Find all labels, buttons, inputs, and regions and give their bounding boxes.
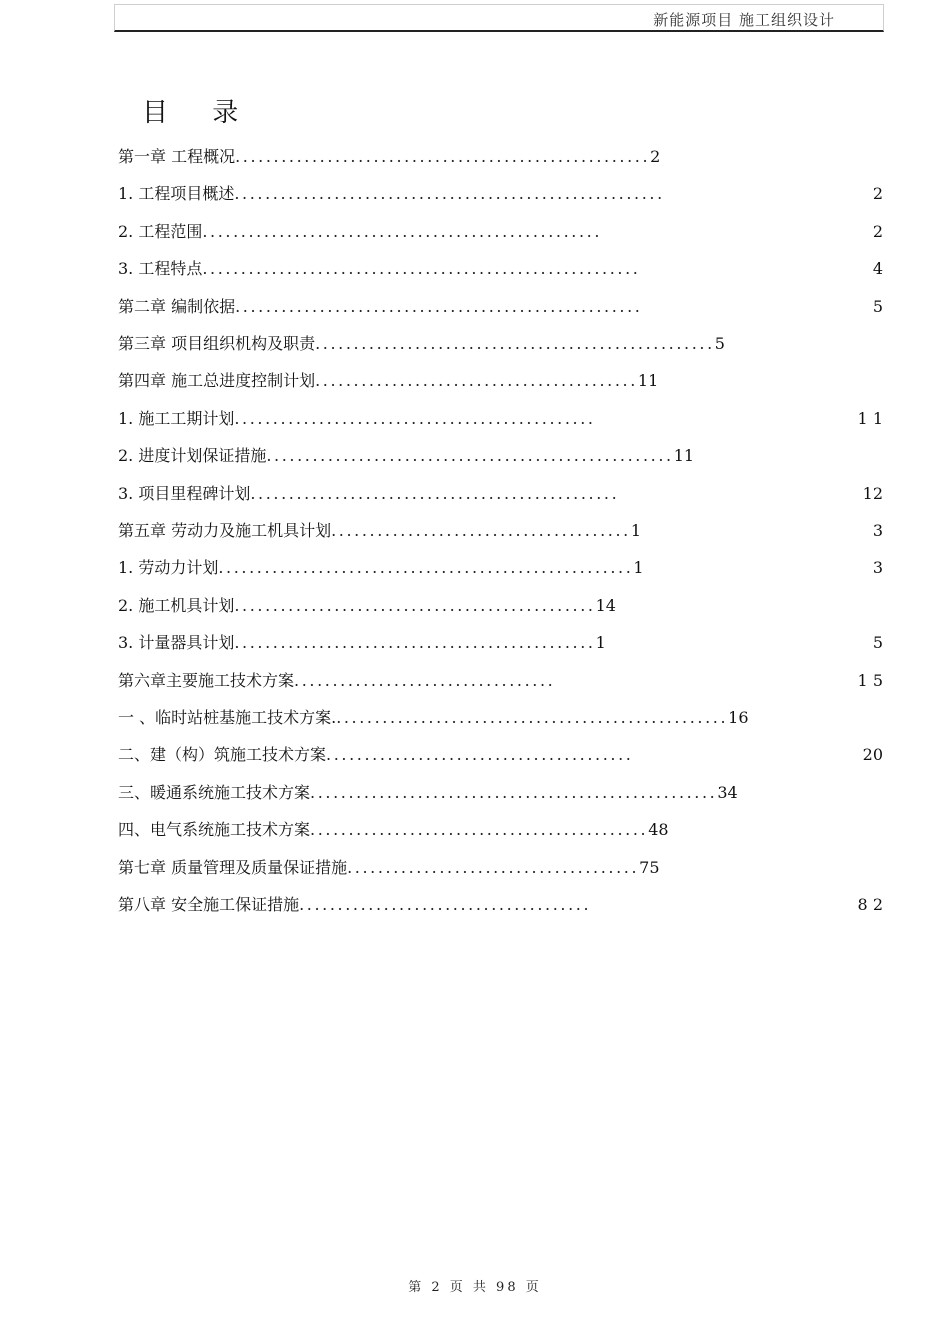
toc-entry-label: 第一章 工程概况 xyxy=(118,147,236,166)
toc-entry-page-right: 3 xyxy=(872,558,883,578)
toc-entry-page: 1 xyxy=(630,521,642,540)
toc-entry-label: 第七章 质量管理及质量保证措施 xyxy=(118,857,348,877)
toc-entry-page-right: 8 2 xyxy=(857,895,883,914)
toc-entry-leader: ......................................................... xyxy=(202,259,641,279)
toc-entry-leader: ...................................... xyxy=(347,857,640,877)
page-header xyxy=(114,4,884,32)
toc-entry-label: 1. 工程项目概述 xyxy=(118,184,235,204)
toc-entry-page: 34 xyxy=(717,782,738,802)
toc-entry-leader: .................................................... xyxy=(202,221,603,241)
toc-entry-leader: ........................................................ xyxy=(234,184,665,204)
toc-entry-leader: ............................................... xyxy=(234,633,596,653)
toc-entry-label: 一 、临时站桩基施工技术方案. xyxy=(118,708,337,727)
toc-entry-label: 第五章 劳动力及施工机具计划 xyxy=(118,521,332,540)
toc-entry-page: 1 xyxy=(633,558,644,578)
toc-entry[interactable] xyxy=(118,556,883,580)
toc-entry[interactable] xyxy=(118,631,883,655)
toc-entry[interactable] xyxy=(118,407,883,431)
toc-entry-leader: ............................................... xyxy=(234,595,596,615)
toc-entry[interactable] xyxy=(118,856,883,880)
toc-entry[interactable] xyxy=(118,482,883,506)
toc-entry-leader: ....................................... xyxy=(331,521,631,540)
toc-entry-leader: ...................................................... xyxy=(218,558,634,578)
toc-entry-page: 14 xyxy=(595,595,616,615)
toc-entry[interactable] xyxy=(118,145,883,169)
toc-entry[interactable] xyxy=(118,332,883,356)
toc-entry-page-right: 12 xyxy=(862,483,883,503)
toc-entry-leader: ...................................................... xyxy=(235,147,651,166)
toc-entry[interactable] xyxy=(118,893,883,917)
toc-entry-label: 第二章 编制依据 xyxy=(118,296,236,316)
toc-entry-page-right: 1 5 xyxy=(857,670,883,690)
toc-entry-label: 第六章主要施工技术方案 xyxy=(118,670,295,690)
toc-entry-page: 75 xyxy=(639,857,660,877)
toc-entry[interactable] xyxy=(118,257,883,281)
toc-entry-leader: ............................................ xyxy=(310,820,649,840)
toc-entry-page: 48 xyxy=(648,820,669,840)
toc-entry-label: 3. 项目里程碑计划 xyxy=(118,483,251,503)
toc-entry[interactable] xyxy=(118,594,883,618)
toc-entry-page: 16 xyxy=(728,708,749,727)
toc-entry[interactable] xyxy=(118,519,883,543)
toc-entry-page-right: 5 xyxy=(872,296,883,316)
toc-entry-page-right: 5 xyxy=(872,633,883,653)
toc-entry-label: 3. 工程特点 xyxy=(118,259,203,279)
toc-entry-page-right: 1 1 xyxy=(857,408,883,428)
toc-entry-page-right: 2 xyxy=(872,221,883,241)
header-title: 新能源项目 施工组织设计 xyxy=(653,11,835,29)
toc-entry-page: 1 xyxy=(595,633,606,653)
page-footer: 第 2 页 共 98 页 xyxy=(408,1280,542,1295)
toc-entry[interactable] xyxy=(118,444,883,468)
toc-entry-leader: ............................................... xyxy=(234,408,596,428)
toc-entry-label: 二、建（构）筑施工技术方案 xyxy=(118,745,327,765)
toc-entry[interactable] xyxy=(118,743,883,767)
toc-entry-label: 第八章 安全施工保证措施 xyxy=(118,895,300,914)
toc-entry[interactable] xyxy=(118,818,883,842)
toc-entry-page: 5 xyxy=(714,334,725,353)
toc-entry-page: 11 xyxy=(673,446,695,466)
toc-entry[interactable] xyxy=(118,369,883,393)
toc-entry-label: 3. 计量器具计划 xyxy=(118,633,235,653)
toc-entry-leader: .................................................... xyxy=(315,334,715,353)
toc-entry[interactable] xyxy=(118,669,883,693)
toc-entry-page-right: 2 xyxy=(872,184,883,204)
toc-entry-leader: ...................................... xyxy=(299,895,592,914)
toc-entry-leader: ................................................ xyxy=(250,483,620,503)
toc-entry-leader: ........................................ xyxy=(326,745,634,765)
toc-entry-leader: .................................. xyxy=(294,670,556,690)
toc-title: 目 录 xyxy=(142,98,257,128)
toc-entry[interactable] xyxy=(118,182,883,206)
toc-entry-page-right: 3 xyxy=(872,521,883,540)
toc-entry-leader: ..................................................... xyxy=(310,782,718,802)
toc-entry-page: 11 xyxy=(637,371,659,391)
toc-entry-label: 1. 劳动力计划 xyxy=(118,558,219,578)
toc-entry[interactable] xyxy=(118,295,883,319)
toc-entry-label: 2. 工程范围 xyxy=(118,221,203,241)
toc-entry[interactable] xyxy=(118,220,883,244)
toc-entry-label: 四、电气系统施工技术方案 xyxy=(118,820,311,840)
toc-entry-label: 2. 进度计划保证措施 xyxy=(118,446,267,466)
toc-entry-leader: ..................................................... xyxy=(266,446,674,466)
toc-entry[interactable] xyxy=(118,706,883,730)
toc-entry-label: 2. 施工机具计划 xyxy=(118,595,235,615)
toc-entry-label: 1. 施工工期计划 xyxy=(118,408,235,428)
toc-entry-page-right: 20 xyxy=(862,745,883,765)
toc-entry-leader: ..................................................... xyxy=(235,296,643,316)
toc-entry-page-right: 4 xyxy=(872,259,883,279)
toc-entry-leader: ................................................... xyxy=(336,708,729,727)
toc-entry[interactable] xyxy=(118,781,883,805)
toc-entry-label: 第三章 项目组织机构及职责 xyxy=(118,334,316,353)
toc-entry-label: 三、暖通系统施工技术方案 xyxy=(118,782,311,802)
toc-entry-leader: .......................................... xyxy=(315,371,638,391)
toc-entry-label: 第四章 施工总进度控制计划 xyxy=(118,371,316,391)
toc-entry-page: 2 xyxy=(650,147,661,166)
